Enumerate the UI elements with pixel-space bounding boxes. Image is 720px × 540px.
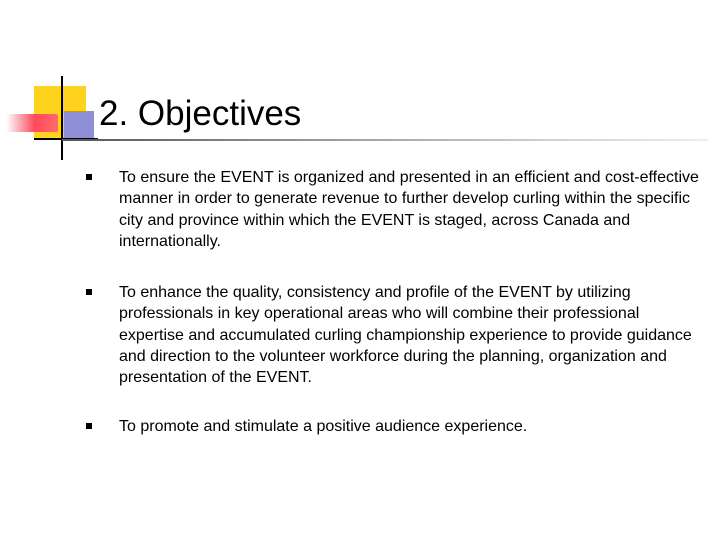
bullet-text: To enhance the quality, consistency and profile of the EVENT by utilizing professionals in key operational areas who will combine their professional expertise and accumulated curling championship experience to provide guidance and direction to the volunteer workforce during the planning, organization and presentation of the EVENT.	[119, 284, 692, 387]
slide-title: 2. Objectives	[99, 94, 302, 133]
bullet-text: To promote and stimulate a positive audience experience.	[119, 418, 528, 435]
square-bullet-icon	[86, 423, 92, 429]
square-bullet-icon	[86, 289, 92, 295]
square-bullet-icon	[86, 174, 92, 180]
bullet-text: To ensure the EVENT is organized and presented in an efficient and cost-effective manner in order to generate revenue to further develop curling within the specific city and province within which the EVENT is staged, across Canada and internationally.	[119, 169, 699, 250]
